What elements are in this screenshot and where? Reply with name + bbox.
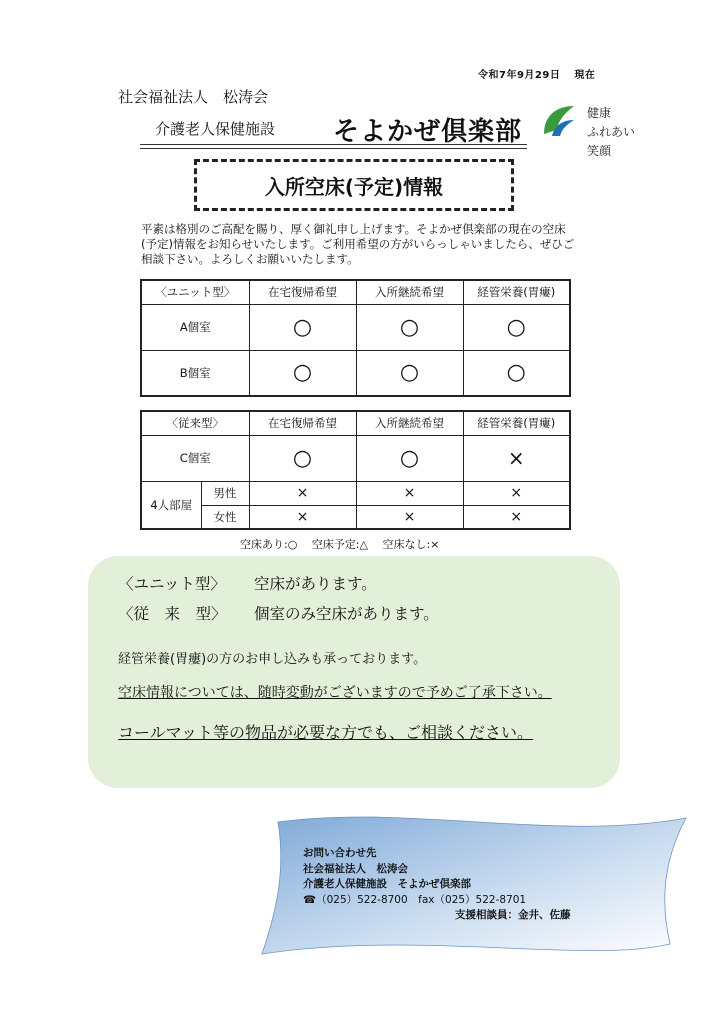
intro-text: 平素は格別のご高配を賜り、厚く御礼申し上げます。そよかぜ倶楽部の現在の空床(予定)情報をお知らせいたします。ご利用希望の方がいらっしゃいましたら、ぜひご相談下さい。よろしくお願いいたします。 xyxy=(141,222,575,266)
availability-cell: ○ xyxy=(356,435,463,481)
room-label: 4人部屋 xyxy=(141,481,201,529)
date-line xyxy=(478,66,595,81)
date: 令和7年9月29日 xyxy=(478,70,561,81)
slogan-line: 笑顔 xyxy=(587,144,612,158)
contact-heading: お問い合わせ先 xyxy=(303,847,377,859)
table-row xyxy=(141,435,570,481)
contact-block xyxy=(303,846,571,924)
header-cell: 入所継続希望 xyxy=(356,280,463,304)
unit-notice xyxy=(118,572,377,594)
header-cell: 〈ユニット型〉 xyxy=(141,280,249,304)
conventional-notice-text: 個室のみ空床があります。 xyxy=(254,605,439,623)
availability-cell: ○ xyxy=(249,435,356,481)
room-label: C個室 xyxy=(141,435,249,481)
facility-logo-icon xyxy=(538,100,578,140)
page-title xyxy=(194,159,514,211)
room-label: B個室 xyxy=(141,350,249,396)
gender-label: 女性 xyxy=(201,505,249,529)
availability-cell: ○ xyxy=(249,350,356,396)
header-cell: 在宅復帰希望 xyxy=(249,280,356,304)
header-cell: 入所継続希望 xyxy=(356,411,463,435)
facility-name: そよかぜ倶楽部 xyxy=(333,117,523,147)
as-of-label: 現在 xyxy=(574,70,596,81)
slogan-line: 健康 xyxy=(587,106,612,120)
header-cell: 在宅復帰希望 xyxy=(249,411,356,435)
slogan-line: ふれあい xyxy=(587,125,636,139)
table-row xyxy=(141,505,570,529)
call-mat-notice: コールマット等の物品が必要な方でも、ご相談ください。 xyxy=(118,723,534,742)
conventional-type-table xyxy=(140,410,571,530)
contact-staff: 支援相談員：金井、佐藤 xyxy=(455,909,571,921)
page-title-text: 入所空床(予定)情報 xyxy=(264,174,444,199)
table-row xyxy=(141,481,570,505)
conventional-notice xyxy=(118,602,439,624)
availability-cell: × xyxy=(356,505,463,529)
availability-cell: × xyxy=(249,481,356,505)
conventional-notice-label: 〈従 来 型〉 xyxy=(118,605,227,623)
legend: 空床あり:○ 空床予定:△ 空床なし:× xyxy=(240,538,440,551)
header-cell: 〈従来型〉 xyxy=(141,411,249,435)
table-row xyxy=(141,304,570,350)
table-row xyxy=(141,350,570,396)
availability-cell: ○ xyxy=(463,350,570,396)
facility-type: 介護老人保健施設 xyxy=(155,120,276,138)
contact-facility: 介護老人保健施設 そよかぜ倶楽部 xyxy=(303,878,471,890)
availability-cell: × xyxy=(463,435,570,481)
availability-cell: ○ xyxy=(356,304,463,350)
room-label: A個室 xyxy=(141,304,249,350)
gender-label: 男性 xyxy=(201,481,249,505)
change-notice: 空床情報については、随時変動がございますので予めご了承下さい。 xyxy=(118,685,552,701)
header-rule xyxy=(140,144,527,145)
unit-type-table xyxy=(140,279,571,397)
availability-cell: ○ xyxy=(249,304,356,350)
tube-feeding-notice: 経管栄養(胃瘻)の方のお申し込みも承っております。 xyxy=(118,652,427,667)
table-header-row xyxy=(141,280,570,304)
header-rule-double xyxy=(140,148,527,149)
availability-cell: × xyxy=(356,481,463,505)
availability-cell: ○ xyxy=(463,304,570,350)
table-header-row xyxy=(141,411,570,435)
availability-cell: × xyxy=(463,505,570,529)
slogan xyxy=(587,104,635,161)
header-cell: 経管栄養(胃瘻) xyxy=(463,280,570,304)
unit-notice-label: 〈ユニット型〉 xyxy=(118,575,226,593)
corporation-name: 社会福祉法人 松涛会 xyxy=(118,88,269,106)
availability-cell: × xyxy=(463,481,570,505)
availability-cell: ○ xyxy=(356,350,463,396)
header-cell: 経管栄養(胃瘻) xyxy=(463,411,570,435)
contact-phone: ☎（025）522-8700 fax（025）522-8701 xyxy=(303,893,527,906)
availability-cell: × xyxy=(249,505,356,529)
contact-corporation: 社会福祉法人 松涛会 xyxy=(303,862,408,875)
unit-notice-text: 空床があります。 xyxy=(254,575,377,593)
